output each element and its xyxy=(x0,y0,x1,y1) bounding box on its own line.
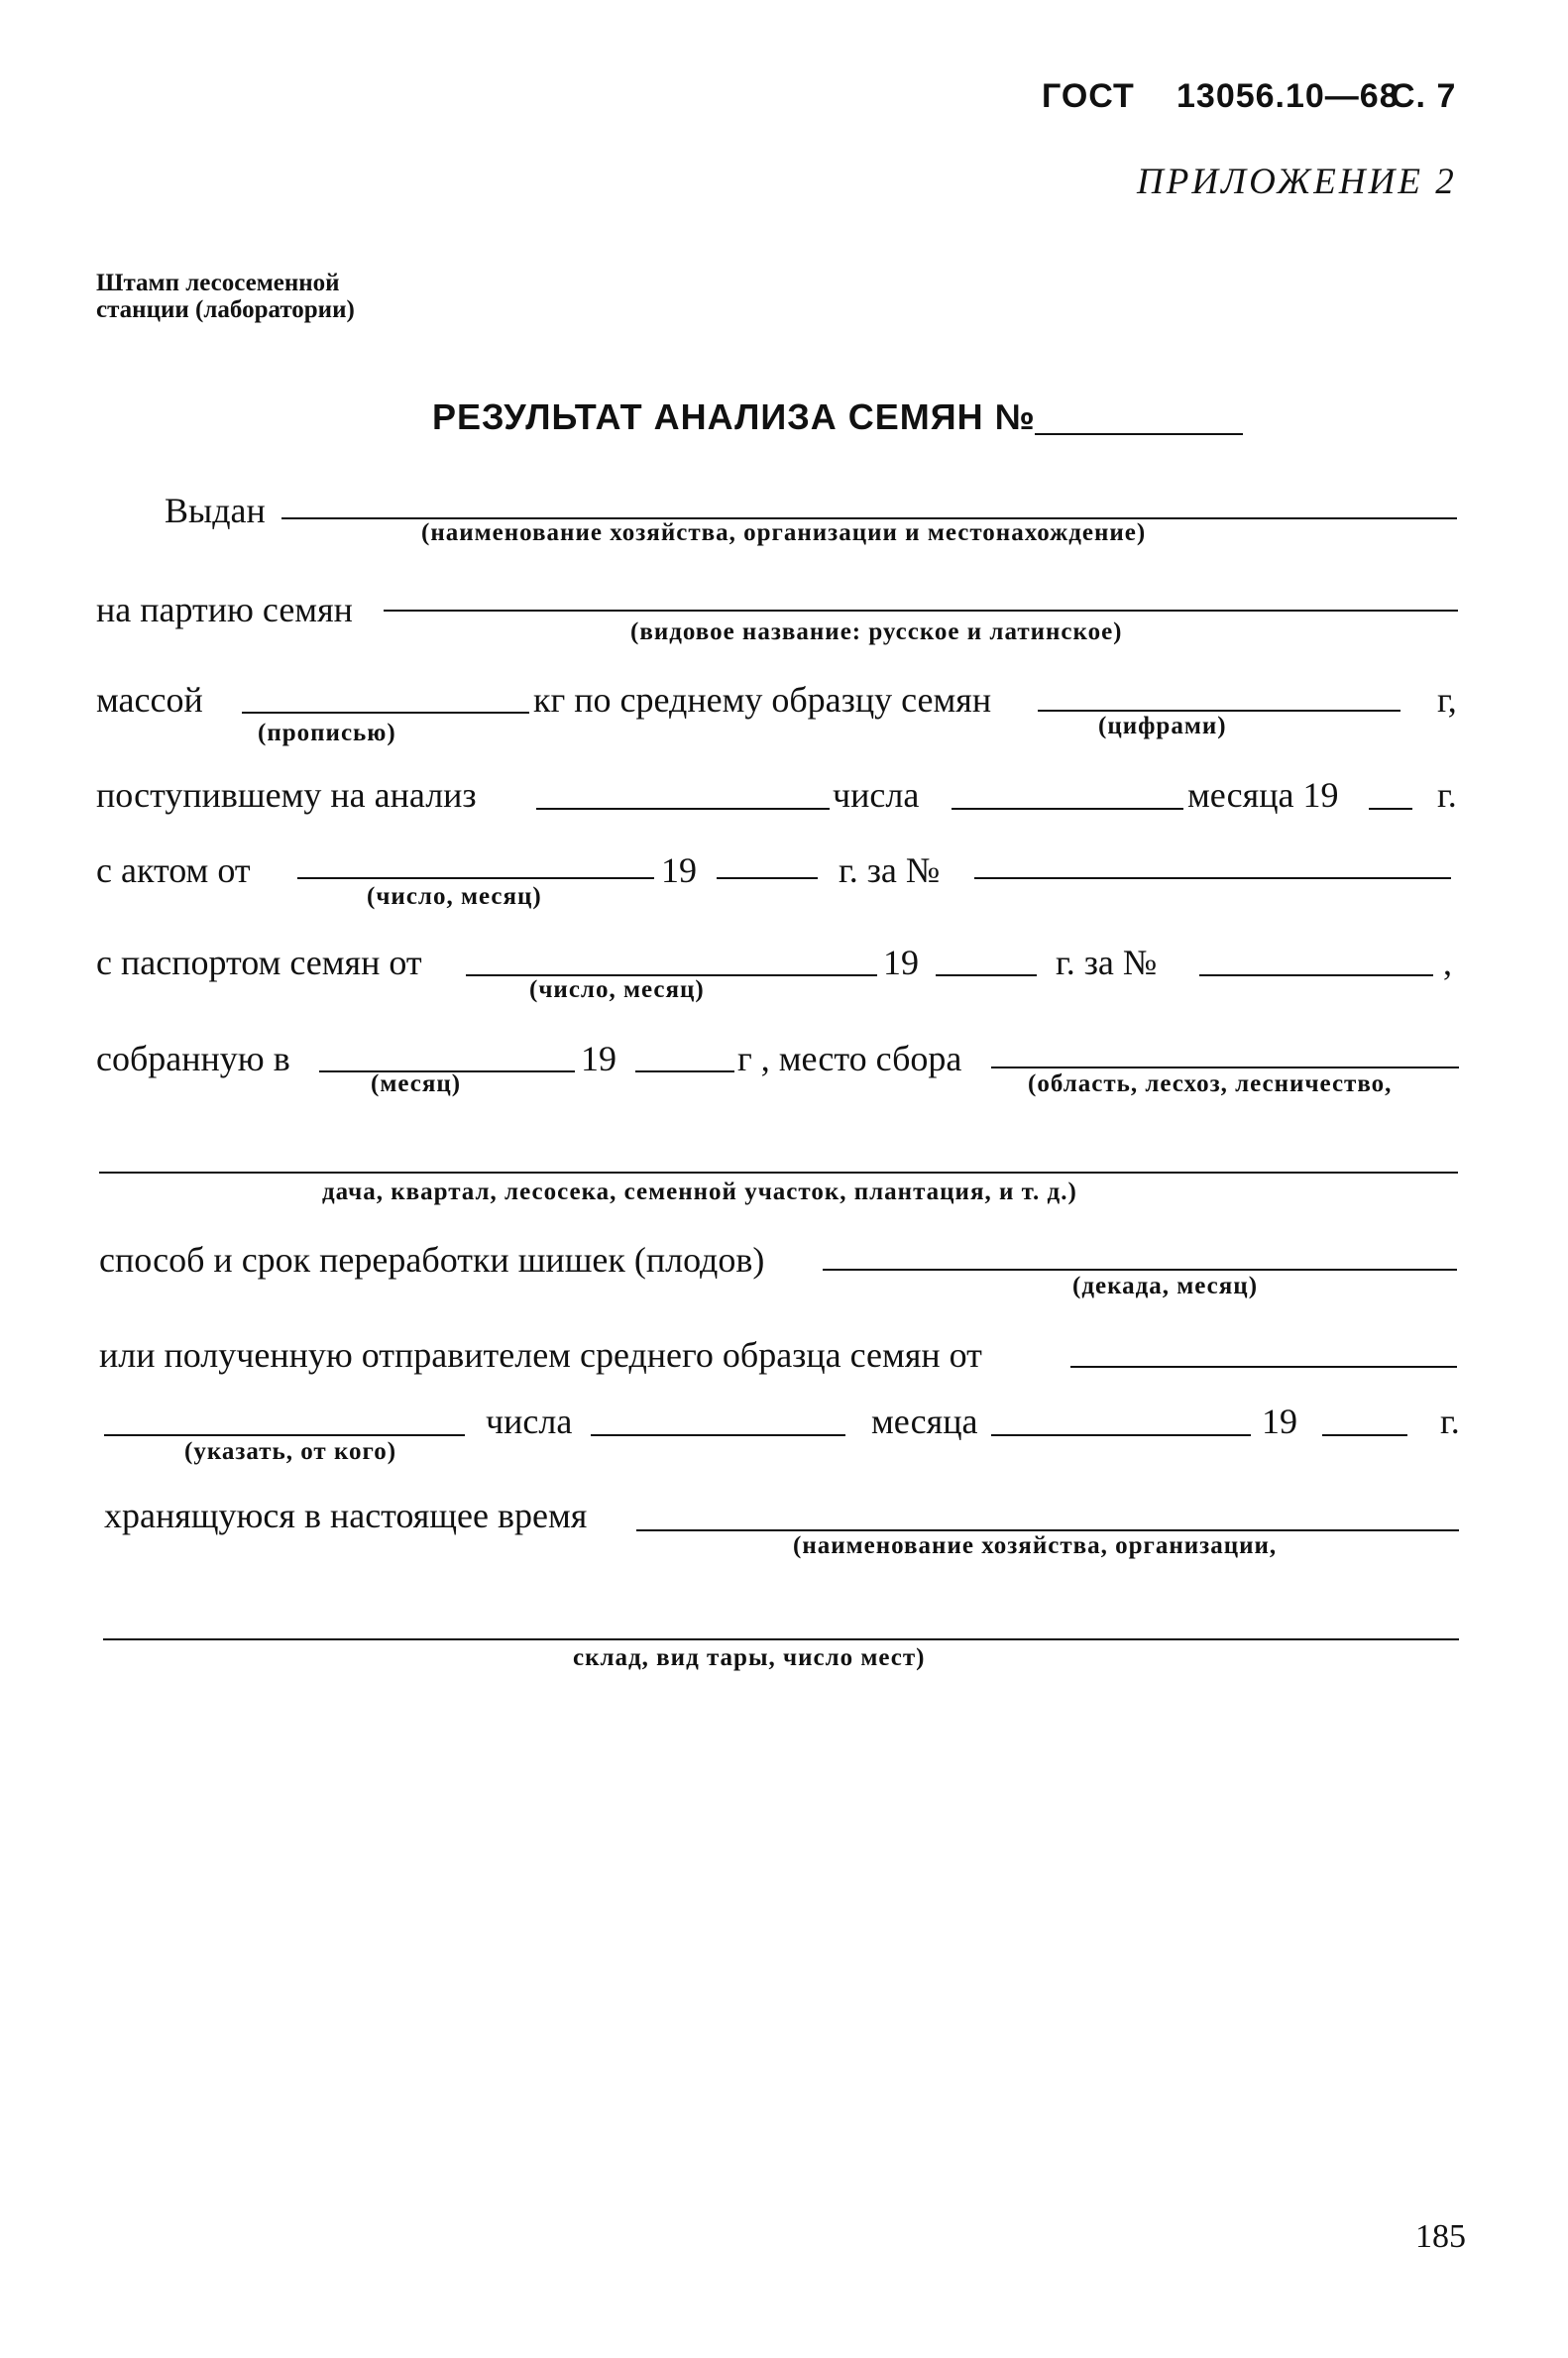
collected-place-field[interactable] xyxy=(991,1067,1459,1068)
act-date-caption: (число, месяц) xyxy=(367,883,542,910)
stamp-area xyxy=(96,270,355,323)
stored-caption-2: склад, вид тары, число мест) xyxy=(573,1644,926,1671)
sender-field[interactable] xyxy=(1070,1366,1457,1368)
passport-year-label: 19 xyxy=(883,943,919,982)
sender-label: или полученную отправителем среднего образца семян от xyxy=(99,1335,982,1375)
stamp-line-2: станции (лаборатории) xyxy=(96,296,355,323)
sender-name-field[interactable] xyxy=(104,1434,465,1436)
stored-caption: (наименование хозяйства, организации, xyxy=(793,1532,1278,1559)
collected-year-label: 19 xyxy=(581,1039,616,1078)
issued-label: Выдан xyxy=(165,491,266,530)
stamp-line-1: Штамп лесосеменной xyxy=(96,270,340,296)
received-month-label: месяца 19 xyxy=(1187,775,1339,815)
sender-year-label: 19 xyxy=(1262,1402,1297,1441)
batch-field[interactable] xyxy=(384,610,1458,612)
form-title: РЕЗУЛЬТАТ АНАЛИЗА СЕМЯН № xyxy=(432,396,1036,437)
mass-words-caption: (прописью) xyxy=(258,720,396,746)
batch-caption: (видовое название: русское и латинское) xyxy=(630,618,1123,645)
sender-year-field[interactable] xyxy=(1322,1434,1407,1436)
processing-field[interactable] xyxy=(823,1269,1457,1271)
mass-mid-label: кг по среднему образцу семян xyxy=(533,680,992,720)
collected-place-caption: (область, лесхоз, лесничество, xyxy=(1028,1070,1393,1097)
standard-number: 13056.10—68 xyxy=(1176,77,1400,115)
mass-digits-caption: (цифрами) xyxy=(1098,713,1227,739)
collected-place-field-2[interactable] xyxy=(99,1172,1458,1174)
mass-label: массой xyxy=(96,680,203,720)
processing-caption: (декада, месяц) xyxy=(1072,1273,1259,1299)
passport-number-label: г. за № xyxy=(1056,943,1158,982)
act-label: с актом от xyxy=(96,850,251,890)
mass-end: г, xyxy=(1437,680,1457,720)
collected-place-caption-2: дача, квартал, лесосека, семенной участок, плантация, и т. д.) xyxy=(322,1179,1077,1205)
collected-label: собранную в xyxy=(96,1039,290,1078)
passport-label: с паспортом семян от xyxy=(96,943,422,982)
passport-end: , xyxy=(1443,943,1452,982)
stored-field[interactable] xyxy=(636,1529,1459,1531)
sender-day-label: числа xyxy=(486,1402,573,1441)
passport-number-field[interactable] xyxy=(1199,974,1433,976)
mass-words-field[interactable] xyxy=(242,712,529,714)
analysis-number-field[interactable] xyxy=(1035,433,1243,435)
received-year-suffix-field[interactable] xyxy=(1369,808,1412,810)
stored-label: хранящуюся в настоящее время xyxy=(104,1496,588,1535)
sender-day-field[interactable] xyxy=(591,1434,845,1436)
sender-end: г. xyxy=(1440,1402,1460,1441)
batch-label: на партию семян xyxy=(96,590,353,629)
processing-label: способ и срок переработки шишек (плодов) xyxy=(99,1240,765,1280)
issued-caption: (наименование хозяйства, организации и местонахождение) xyxy=(421,519,1147,546)
collected-month-caption: (месяц) xyxy=(371,1070,462,1097)
sender-caption: (указать, от кого) xyxy=(184,1438,397,1465)
stored-field-2[interactable] xyxy=(103,1638,1459,1640)
appendix-label: ПРИЛОЖЕНИЕ 2 xyxy=(1137,162,1457,202)
received-day-label: числа xyxy=(833,775,920,815)
received-day-field[interactable] xyxy=(952,808,1183,810)
page-number: 185 xyxy=(1415,2218,1466,2255)
collected-year-field[interactable] xyxy=(635,1070,734,1072)
collected-place-label: г , место сбора xyxy=(737,1039,962,1078)
page-label: С. 7 xyxy=(1391,77,1457,115)
act-number-field[interactable] xyxy=(974,877,1451,879)
received-label: поступившему на анализ xyxy=(96,775,477,815)
received-end: г. xyxy=(1437,775,1457,815)
standard-label: ГОСТ xyxy=(1042,77,1135,115)
passport-date-caption: (число, месяц) xyxy=(529,976,705,1003)
act-date-field[interactable] xyxy=(297,877,654,879)
mass-digits-field[interactable] xyxy=(1038,710,1400,712)
passport-year-field[interactable] xyxy=(936,974,1037,976)
act-year-label: 19 xyxy=(661,850,697,890)
sender-month-label: месяца xyxy=(871,1402,978,1441)
act-year-field[interactable] xyxy=(717,877,818,879)
sender-month-field[interactable] xyxy=(991,1434,1251,1436)
act-number-label: г. за № xyxy=(839,850,941,890)
received-year-field[interactable] xyxy=(536,808,830,810)
